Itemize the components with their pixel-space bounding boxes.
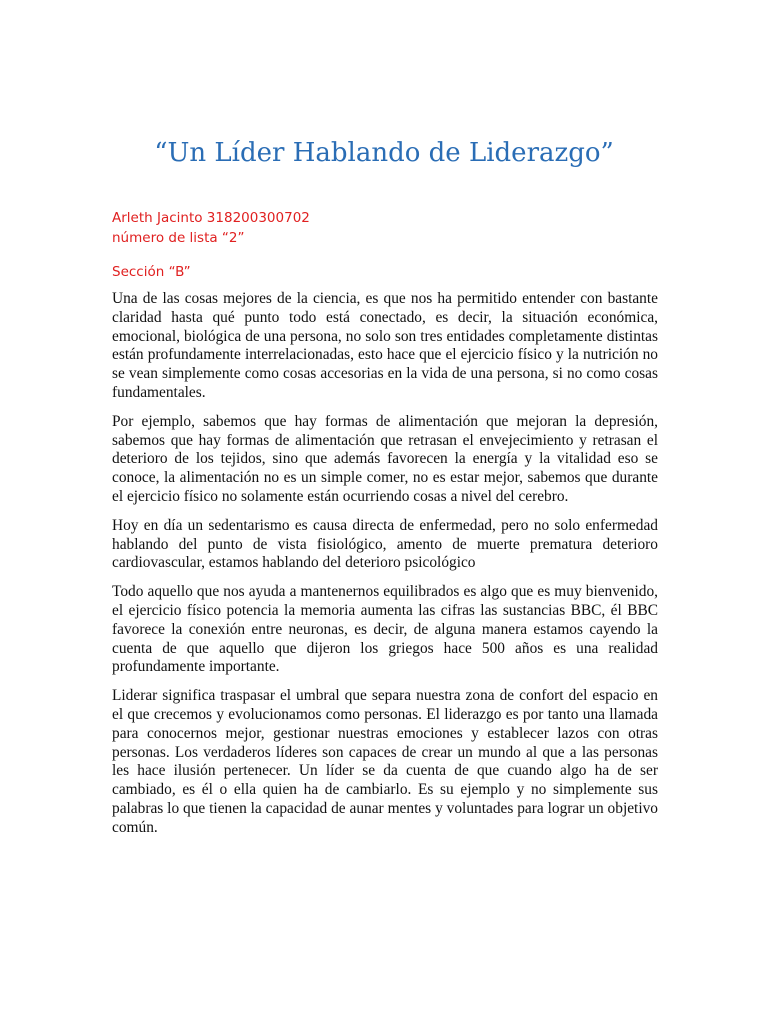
author-line: Arleth Jacinto 318200300702 — [112, 210, 310, 226]
paragraph: Por ejemplo, sabemos que hay formas de alimentación que mejoran la depresión, sabemos que hay formas de alimentación que retrasan el envejecimiento y retrasan el deterioro de los tejidos, sino que además favorecen la energía y la vitalidad eso se conoce, la alimentación no es un simple comer, no es estar mejor, sabemos que durante el ejercicio físico no solamente están ocurriendo cosas a nivel del cerebro. — [112, 412, 658, 505]
section-label: Sección “B” — [112, 264, 191, 280]
paragraph: Todo aquello que nos ayuda a mantenernos equilibrados es algo que es muy bienvenido, el ejercicio físico potencia la memoria aumenta las cifras las sustancias BBC, él BBC favorece la conexión entre neuronas, es decir, de alguna manera estamos cayendo la cuenta de que aquello que dijeron los griegos hace 500 años es una realidad profundamente importante. — [112, 583, 658, 676]
paragraph: Una de las cosas mejores de la ciencia, es que nos ha permitido entender con bastante claridad hasta qué punto todo está conectado, es decir, la situación económica, emocional, biológica de una persona, no solo son tres entidades completamente distintas están profundamente interrelacionadas, esto hace que el ejercicio físico y la nutrición no se vean simplemente como cosas accesorias en la vida de una persona, si no como cosas fundamentales. — [112, 290, 658, 401]
list-number: número de lista “2” — [112, 230, 245, 246]
paragraph: Liderar significa traspasar el umbral que separa nuestra zona de confort del espacio en el que crecemos y evolucionamos como personas. El liderazgo es por tanto una llamada para conocernos mejor, gestionar nuestras emociones y establecer lazos con otras personas. Los verdaderos líderes son capaces de crear un mundo al que a las personas les hace ilusión pertenecer. Un líder se da cuenta de que cuando algo ha de ser cambiado, es él o ella quien ha de cambiarlo. Es su ejemplo y no simplemente sus palabras lo que tienen la capacidad de aunar mentes y voluntades para lograr un objetivo común. — [112, 687, 658, 836]
paragraph: Hoy en día un sedentarismo es causa directa de enfermedad, pero no solo enfermedad hablando del punto de vista fisiológico, amento de muerte prematura deterioro cardiovascular, estamos hablando del deterioro psicológico — [112, 516, 658, 572]
document-body — [112, 290, 658, 848]
document-title: “Un Líder Hablando de Liderazgo” — [154, 138, 614, 168]
